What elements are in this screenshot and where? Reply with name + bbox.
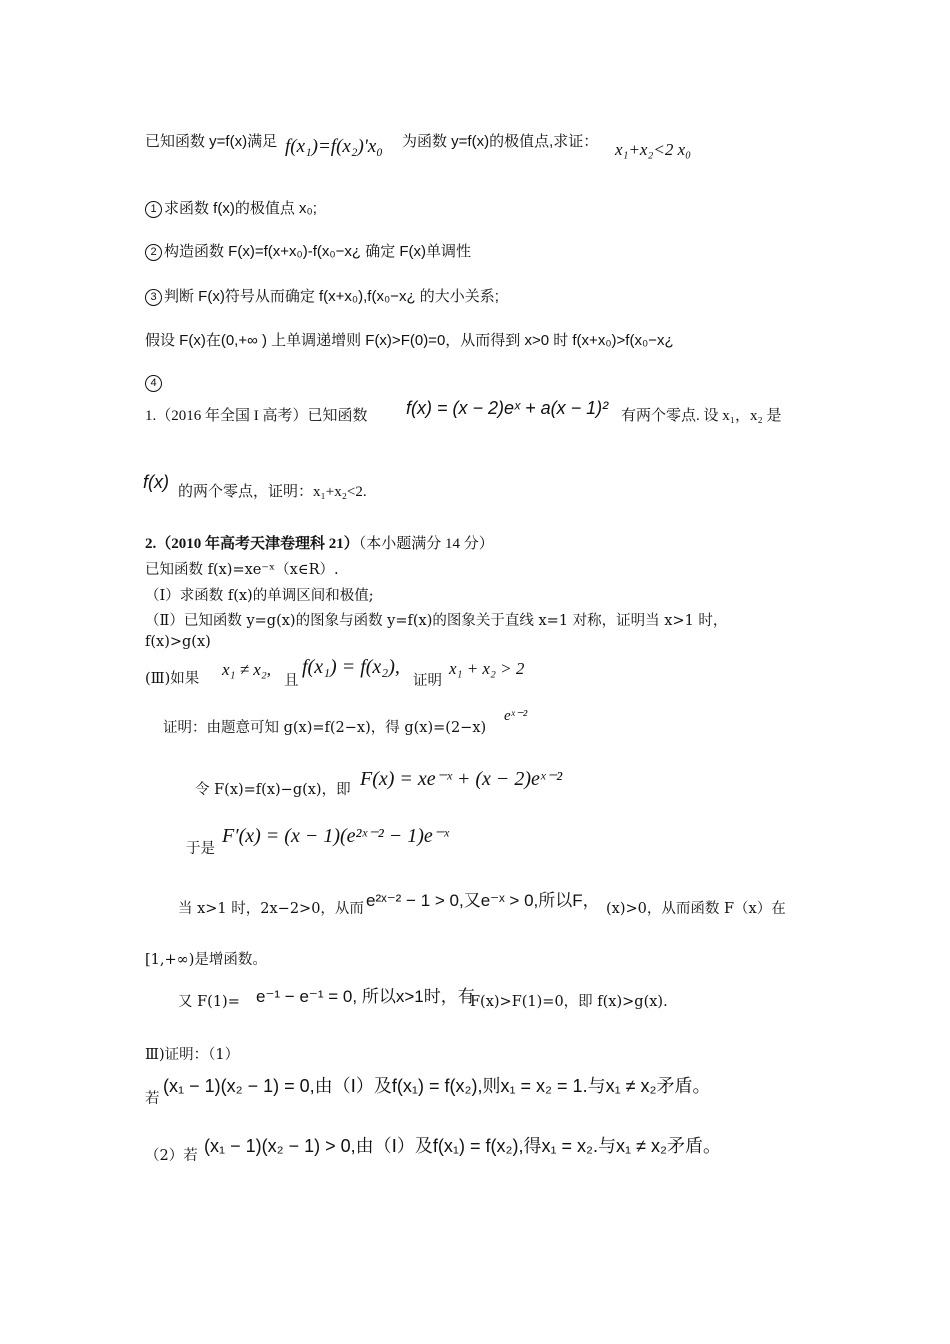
assumption-line: 假设 F(x)在(0,+∞ ) 上单调递增则 F(x)>F(0)=0，从而得到 x>0 时 f(x+x₀)>f(x₀−x¿ (145, 332, 674, 349)
intro-text-b: 为函数 y=f(x)的极值点,求证： (402, 133, 599, 150)
step-2 (145, 240, 471, 261)
proof-line-4: 当 x>1 时，2x−2>0，从而 (178, 901, 364, 917)
proof-line-6-formula: e⁻¹ − e⁻¹ = 0, 所以x>1时，有 (256, 987, 475, 1006)
problem-1-line-2: 的两个零点，证明：x₁+x₂<2. (178, 484, 367, 500)
problem-2-question-3-formula-1: x₁ ≠ x₂, (222, 660, 271, 679)
step-3 (145, 285, 499, 306)
problem-2-question-1: （Ⅰ）求函数 f(x)的单调区间和极值; (145, 588, 374, 604)
problem-2-question-2a: （Ⅱ）已知函数 y=g(x)的图象与函数 y=f(x)的图象关于直线 x=1 对称，证明当 x>1 时， (145, 613, 728, 629)
proof-line-1-formula: eˣ⁻² (504, 708, 528, 724)
problem-1-line-b: 有两个零点. 设 x₁，x₂ 是 (621, 408, 782, 424)
problem-2-title-rest: （本小题满分 14 分） (358, 536, 494, 552)
proof-case-2-label: （2）若 (145, 1148, 198, 1164)
proof-line-3-formula: F′(x) = (x − 1)(e²ˣ⁻² − 1)e⁻ˣ (222, 825, 449, 847)
step-4-number: 4 (145, 375, 162, 392)
proof-part-3-heading: Ⅲ)证明：（1） (145, 1047, 240, 1063)
step-3-number: 3 (145, 289, 162, 306)
proof-line-4b: (x)>0，从而函数 F（x）在 (606, 901, 786, 917)
proof-line-3: 于是 (186, 841, 215, 857)
step-3-text: 判断 F(x)符号从而确定 f(x+x₀),f(x₀−x¿ 的大小关系; (164, 288, 499, 305)
step-2-number: 2 (145, 244, 162, 261)
intro-claim-formula: x₁+x₂<2 x₀ (615, 140, 692, 159)
step-1 (145, 197, 317, 218)
step-1-number: 1 (145, 201, 162, 218)
problem-2-question-3-formula-2: f(x₁) = f(x₂), (302, 656, 400, 678)
problem-2-question-2b: f(x)>g(x) (145, 634, 211, 650)
proof-line-6b: F(x)>F(1)=0，即 f(x)>g(x). (470, 994, 668, 1010)
intro-text-a: 已知函数 y=f(x)满足 (145, 133, 278, 150)
intro-line (145, 130, 277, 151)
problem-2-question-3b: 且 (284, 673, 299, 689)
problem-2-title-bold: 2.（2010 年高考天津卷理科 21） (145, 536, 359, 552)
problem-2-given: 已知函数 f(x)=xe⁻ˣ（x∈R）. (145, 562, 339, 578)
problem-2-question-3c: 证明 (413, 673, 442, 689)
step-1-text: 求函数 f(x)的极值点 x₀; (164, 200, 317, 217)
proof-case-1-formula: (x₁ − 1)(x₂ − 1) = 0,由（Ⅰ）及f(x₁) = f(x₂),则x₁ = x₂ = 1.与x₁ ≠ x₂矛盾。 (163, 1076, 711, 1096)
intro-condition-formula: f(x₁)=f(x₂)'x₀ (285, 136, 383, 157)
problem-2-question-3a: (Ⅲ)如果 (145, 671, 200, 687)
problem-2-question-3-formula-3: x₁ + x₂ > 2 (449, 659, 525, 678)
proof-line-5: [1,+∞)是增函数。 (145, 952, 267, 968)
problem-1-formula: f(x) = (x − 2)eˣ + a(x − 1)² (406, 398, 609, 418)
problem-1-fx: f(x) (143, 472, 169, 492)
proof-line-2: 令 F(x)=f(x)−g(x)，即 (195, 782, 351, 798)
proof-line-2-formula: F(x) = xe⁻ˣ + (x − 2)eˣ⁻² (360, 768, 563, 790)
problem-2-title (145, 532, 494, 553)
step-2-text: 构造函数 F(x)=f(x+x₀)-f(x₀−x¿ 确定 F(x)单调性 (164, 243, 472, 260)
proof-case-2-formula: (x₁ − 1)(x₂ − 1) > 0,由（Ⅰ）及f(x₁) = f(x₂),得x₁ = x₂.与x₁ ≠ x₂矛盾。 (204, 1136, 721, 1156)
proof-case-1-label: 若 (145, 1091, 160, 1107)
proof-line-4-formula: e²ˣ⁻² − 1 > 0,又e⁻ˣ > 0,所以F， (366, 891, 600, 910)
proof-line-6: 又 F(1)= (178, 994, 240, 1010)
problem-1-line-a: 1.（2016 年全国 I 高考）已知函数 (145, 408, 368, 424)
proof-line-1: 证明：由题意可知 g(x)=f(2−x)，得 g(x)=(2−x) (163, 720, 487, 736)
step-4 (145, 374, 164, 392)
